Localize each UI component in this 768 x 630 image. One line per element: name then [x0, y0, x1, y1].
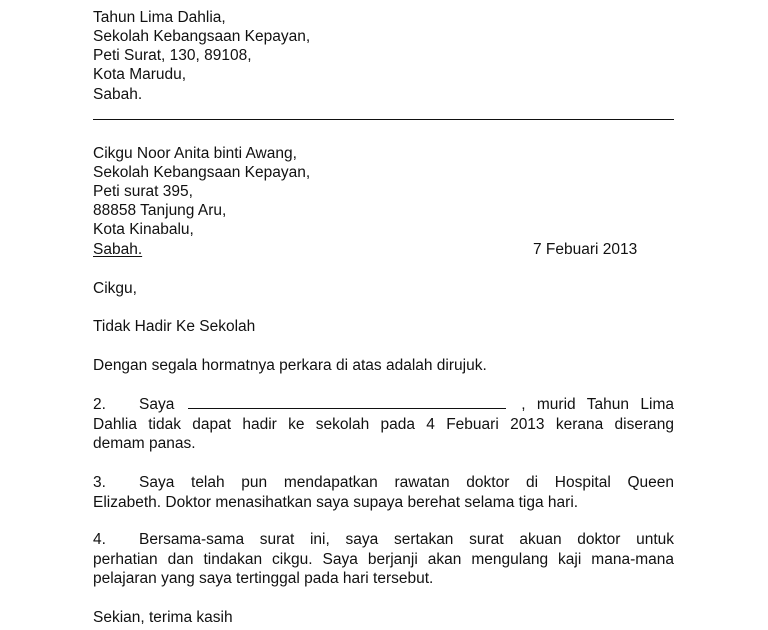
paragraph-2	[93, 395, 674, 454]
sender-line-3: Peti Surat, 130, 89108,	[93, 47, 252, 64]
recipient-line-4: 88858 Tanjung Aru,	[93, 202, 227, 219]
paragraph-2-line-1	[93, 395, 674, 415]
closing: Sekian, terima kasih	[93, 609, 233, 626]
intro-paragraph: Dengan segala hormatnya perkara di atas adalah dirujuk.	[93, 357, 487, 374]
paragraph-2-number: 2.	[93, 396, 106, 413]
paragraph-4-text-1: Bersama-sama surat ini, saya sertakan surat akuan doktor untuk	[139, 531, 674, 548]
paragraph-4	[93, 530, 674, 589]
name-blank-line[interactable]	[188, 395, 506, 409]
recipient-line-3: Peti surat 395,	[93, 183, 193, 200]
letter-date: 7 Febuari 2013	[533, 241, 638, 258]
paragraph-4-line-1	[93, 530, 674, 550]
recipient-line-2: Sekolah Kebangsaan Kepayan,	[93, 164, 311, 181]
sender-line-1: Tahun Lima Dahlia,	[93, 9, 226, 26]
salutation: Cikgu,	[93, 280, 137, 297]
paragraph-2-after-blank: , murid Tahun Lima	[521, 396, 675, 413]
paragraph-2-line-3: demam panas.	[93, 435, 196, 452]
address-divider	[93, 119, 674, 120]
paragraph-4-number: 4.	[93, 531, 106, 548]
paragraph-4-line-3: pelajaran yang saya tertinggal pada hari tersebut.	[93, 570, 434, 587]
paragraph-2-line-2: Dahlia tidak dapat hadir ke sekolah pada 4 Febuari 2013 kerana diserang	[93, 415, 674, 433]
paragraph-3-number: 3.	[93, 474, 106, 491]
recipient-line-6: Sabah.	[93, 241, 143, 258]
paragraph-3-line-2: Elizabeth. Doktor menasihatkan saya supaya berehat selama tiga hari.	[93, 493, 579, 511]
paragraph-3-text-1: Saya telah pun mendapatkan rawatan doktor di Hospital Queen	[139, 474, 674, 491]
sender-line-5: Sabah.	[93, 86, 143, 103]
subject: Tidak Hadir Ke Sekolah	[93, 318, 256, 335]
paragraph-4-line-2: perhatian dan tindakan cikgu. Saya berjanji akan mengulang kaji mana-mana	[93, 550, 674, 568]
recipient-line-1: Cikgu Noor Anita binti Awang,	[93, 145, 297, 162]
sender-line-2: Sekolah Kebangsaan Kepayan,	[93, 28, 311, 45]
sender-line-4: Kota Marudu,	[93, 66, 187, 83]
paragraph-3-line-1	[93, 473, 674, 493]
recipient-line-5: Kota Kinabalu,	[93, 221, 194, 238]
paragraph-2-before-blank: Saya	[139, 396, 175, 413]
paragraph-3	[93, 473, 674, 512]
